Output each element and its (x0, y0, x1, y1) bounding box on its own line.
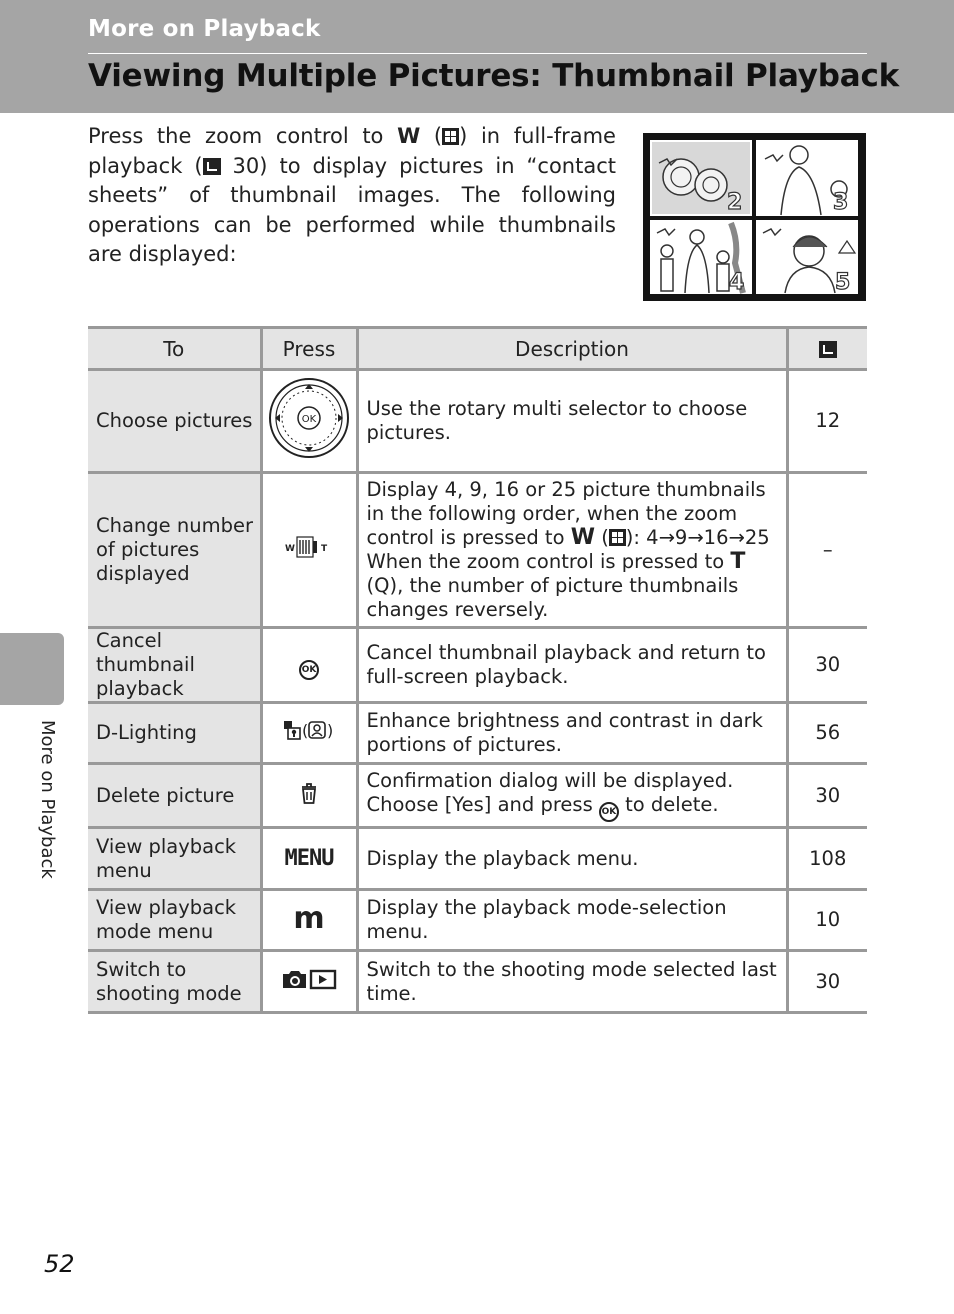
thumbnail-flowers (651, 141, 751, 215)
row-to: View playback menu (88, 828, 261, 890)
thumbnail-preview-panel (643, 133, 866, 301)
row-press (261, 951, 357, 1013)
row-press (261, 828, 357, 890)
intro-paragraph (88, 122, 616, 270)
row-to: Change number of pictures displayed (88, 473, 261, 628)
mode-button-icon: m (293, 900, 325, 936)
row-reference: 56 (787, 703, 867, 764)
chapter-side-label: More on Playback (37, 720, 58, 879)
row-reference: 10 (787, 890, 867, 951)
row-to: Switch to shooting mode (88, 951, 261, 1013)
table-row (88, 628, 867, 703)
thumbnail-icon (609, 529, 626, 546)
table-row (88, 951, 867, 1013)
row-reference: 12 (787, 370, 867, 473)
row-to: View playback mode menu (88, 890, 261, 951)
reference-book-icon (203, 158, 221, 175)
zoom-w-glyph: W (570, 525, 595, 550)
row-description: Use the rotary multi selector to choose pictures. (357, 370, 787, 473)
intro-text-4: 30) to display pictures in “contact sheets” of thumbnail images. The following operations can be performed while thumbnails are displayed: (88, 153, 616, 266)
row-description: Confirmation dialog will be displayed. Choose [Yes] and press OK to delete. (357, 764, 787, 828)
ok-button-icon: OK (599, 802, 619, 822)
page-number: 52 (44, 1250, 75, 1278)
row-press (261, 703, 357, 764)
table-row (88, 890, 867, 951)
header-to: To (88, 328, 261, 370)
row-reference: 108 (787, 828, 867, 890)
thumb-label-4: 4 (729, 270, 745, 295)
row-press (261, 764, 357, 828)
zoom-magnify-icon: Q (374, 574, 390, 597)
thumb-label-5: 5 (835, 270, 851, 295)
thumbnail-icon (442, 128, 459, 145)
svg-text:): ) (327, 721, 334, 740)
d-lighting-button-icon (280, 718, 338, 742)
zoom-control-icon (279, 534, 339, 560)
header-reference (787, 328, 867, 370)
table-header-row (88, 328, 867, 370)
table-row (88, 473, 867, 628)
intro-text-2: ( (433, 124, 443, 148)
svg-text:W: W (285, 544, 295, 554)
rotary-multi-selector-icon (267, 376, 351, 460)
row-to: D-Lighting (88, 703, 261, 764)
row-to: Delete picture (88, 764, 261, 828)
operations-table (88, 326, 867, 1014)
intro-text-3: ) in full-frame playback ( (88, 124, 616, 178)
thumb-label-3: 3 (833, 190, 849, 215)
row-description: Switch to the shooting mode selected last time. (357, 951, 787, 1013)
svg-text:OK: OK (301, 414, 317, 425)
row-description: Display 4, 9, 16 or 25 picture thumbnails in the following order, when the zoom control is pressed to W ( ): 4→9→16→25 When the zoom control is pressed to T (Q), the number of picture thumbnails changes reversely. (357, 473, 787, 628)
thumb-label-2: 2 (727, 190, 743, 215)
ok-button-icon: OK (299, 660, 319, 680)
table-row (88, 370, 867, 473)
header-divider (88, 53, 867, 54)
row-press (261, 473, 357, 628)
table-row (88, 703, 867, 764)
row-to: Cancel thumbnail playback (88, 628, 261, 703)
zoom-t-glyph: T (730, 549, 746, 574)
row-description: Display the playback menu. (357, 828, 787, 890)
page-title: Viewing Multiple Pictures: Thumbnail Playback (88, 58, 900, 94)
row-description: Cancel thumbnail playback and return to full-screen playback. (357, 628, 787, 703)
header-description: Description (357, 328, 787, 370)
menu-button-icon: MENU (284, 845, 334, 871)
reference-book-icon (819, 341, 837, 358)
trash-icon (298, 781, 320, 805)
table-row (88, 764, 867, 828)
svg-text:(: ( (302, 721, 309, 740)
table-row (88, 828, 867, 890)
thumbnail-sheet-illustration (643, 133, 866, 301)
row-press (261, 628, 357, 703)
header-press: Press (261, 328, 357, 370)
row-reference: – (787, 473, 867, 628)
zoom-w-glyph: W (397, 124, 421, 148)
row-press (261, 370, 357, 473)
chapter-side-tab (0, 633, 64, 705)
row-description: Display the playback mode-selection menu. (357, 890, 787, 951)
svg-text:T: T (321, 544, 328, 554)
thumbnail-woman (757, 141, 857, 215)
row-description: Enhance brightness and contrast in dark portions of pictures. (357, 703, 787, 764)
page-header (0, 0, 954, 113)
row-reference: 30 (787, 628, 867, 703)
row-reference: 30 (787, 764, 867, 828)
section-title: More on Playback (88, 16, 321, 42)
thumbnail-portrait (757, 221, 857, 295)
thumbnail-family (651, 221, 751, 295)
shooting-playback-button-icon (280, 967, 338, 991)
row-to: Choose pictures (88, 370, 261, 473)
intro-text-1: Press the zoom control to (88, 124, 384, 148)
row-press (261, 890, 357, 951)
row-reference: 30 (787, 951, 867, 1013)
